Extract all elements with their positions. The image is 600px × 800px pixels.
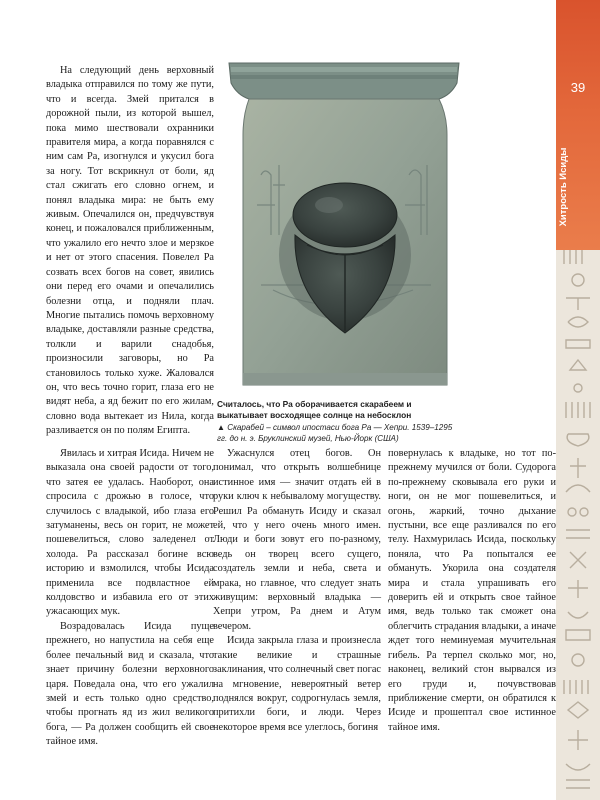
text-column-right	[388, 447, 556, 735]
paragraph: Ужаснулся отец богов. Он понимал, что открыть волшебнице истинное имя — значит отдать ей в руки ключ к небывалому могуществу. Решил Ра обмануть Исиду и сказал ей, что у него очень много имен. Люди и боги зовут его по-разному, ведь он творец всего сущего, создатель земли и неба, света и мрака, но главное, что следует знать живущим: верховный владыка — Хепри утром, Ра днем и Атум вечером.	[213, 448, 381, 632]
caption-description: ▲ Скарабей – символ ипостаси бога Ра — Хепри. 1539–1295 гг. до н. э. Бруклинский музей, Нью-Йорк (США)	[217, 423, 453, 443]
paragraph: повернулась к владыке, но тот по-прежнему мучился от боли. Судорога по-прежнему сковывала его руки и ноги, он не мог пошевелиться, и огонь, жаркий, точно дыхание пустыни, все еще разливался по его телу. Нахмурилась Исида, поскольку поняла, что Ра попытался ее обмануть. Укорила она создателя мира и стала упрашивать его доверить ей и открыть свое тайное имя, ведь только так сможет она облегчить страдания владыки, а иначе ждет того неминуемая мучительная гибель. Ра терпел сколько мог, но, наконец, великий стон вырвался из его груди и, почувствовав приближение смерти, он обратился к Исиде и прошептал свое истинное тайное имя.	[388, 448, 556, 733]
paragraph: На следующий день верховный владыка отправился по тому же пути, что и всегда. Змей притался в дорожной пыли, из которой вышел, пока мимо шествовали охранники правителя мира, а когда поравнялся с ним сам Ра, изогнулся и укусил бога за ногу. Тот вскрикнул от боли, яд стал сжигать его словно огнем, и понял владыка мира: не быть ему живым. Опечалился он, предчувствуя конец, и пожаловался приближенным, что ужалило его нечто злое и мерзкое и нет от этого спасения. Повелел Ра созвать всех богов на совет, явились они перед его очами и опечалились болезни отца, и подняли плач. Многие пытались помочь верховному владыке, доставляли разные средства, толкли и варили снадобья, произносили заговоры, но Ра становилось только хуже. Жаловался он, что весь точно горит, глаза его не видят неба, а яд бежит по его жилам, словно вода вытекает из Нила, когда разливается он по полям Египта.	[46, 65, 214, 437]
paragraph: Возрадовалась Исида пуще прежнего, но напустила на себя еще более печальный вид и сказала, что знает причину болезни верховного царя. Поведала она, что его ужалил змей и есть только одно средство, чтобы прогнать яд из жил великого бога, — Ра должен сообщить ей свое тайное имя.	[46, 620, 214, 748]
text-column-left-top	[46, 64, 214, 439]
hieroglyph-pattern	[556, 240, 600, 800]
scarab-illustration	[221, 55, 467, 390]
page-number: 39	[570, 80, 586, 95]
paragraph: Исида закрыла глаза и произнесла такие великие и страшные заклинания, что солнечный свет погас на мгновение, невероятный ветер поднялся вокруг, содрогнулась земля, притихли боги, и люди. Через некоторое время все улеглось, богиня	[213, 635, 381, 733]
page-sidebar	[556, 0, 600, 800]
text-column-middle	[213, 447, 381, 735]
section-title: Хитрость Исиды	[558, 147, 569, 227]
paragraph: Явилась и хитрая Исида. Ничем не выказала она своей радости от того, что затея ее удалась. Наоборот, она спросила с дрожью в голосе, что случилось с владыкой, ибо глаза его затуманены, весь он горит, не может пошевелиться, слово заледенел от холода. Ра рассказал богине всю историю и взмолился, чтобы Исида применила все подвластное ей колдовство и избавила его от этих ужасающих мук.	[46, 448, 214, 618]
scarab-photo	[221, 55, 467, 390]
caption-title: Считалось, что Ра оборачивается скарабеем и выкатывает восходящее солнце на небосклон	[217, 399, 412, 420]
figure-caption	[217, 399, 461, 444]
text-column-left	[46, 447, 214, 750]
